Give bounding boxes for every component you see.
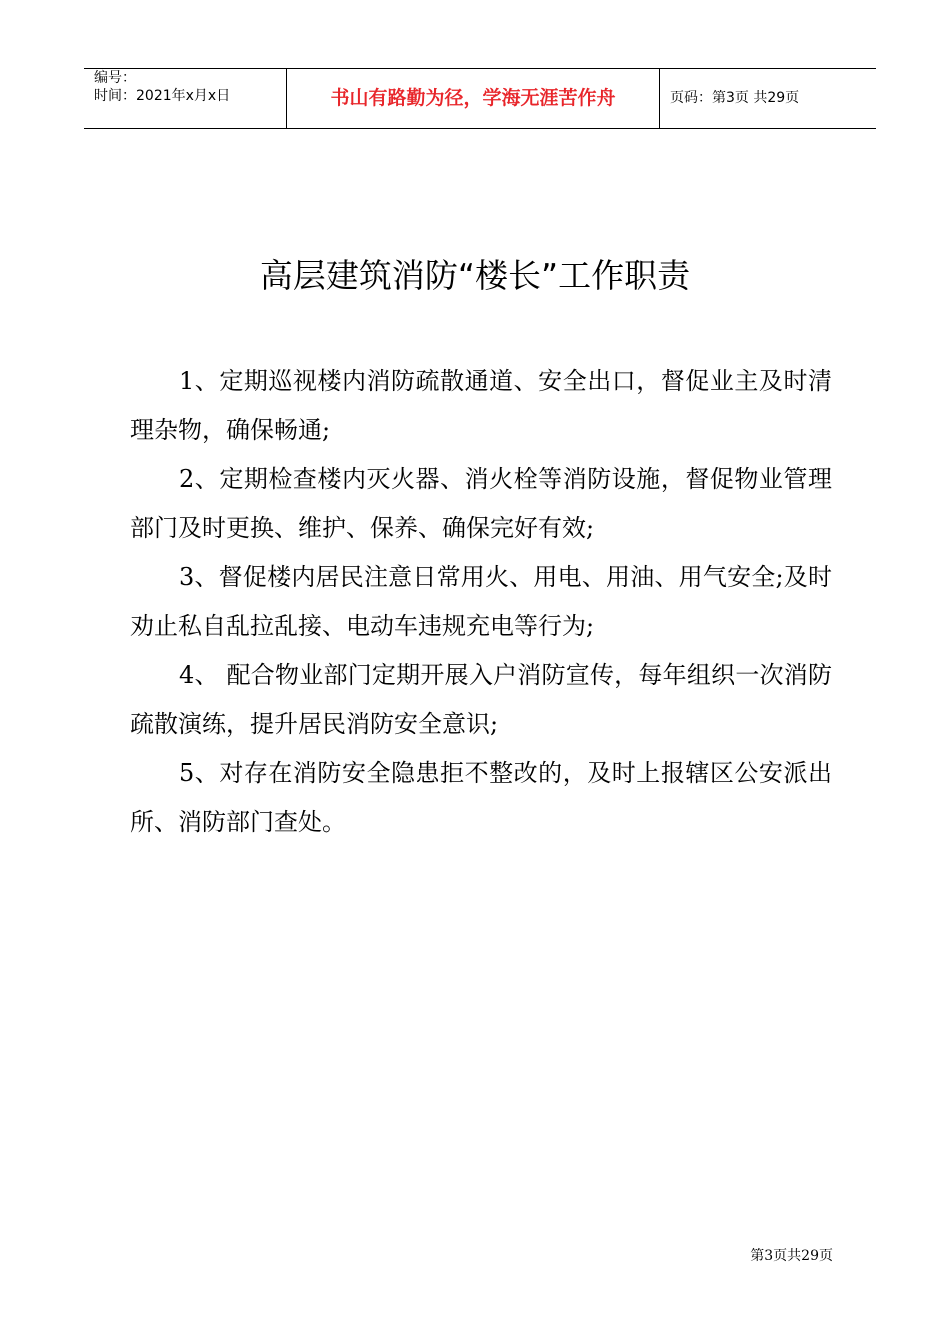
duty-paragraph-2: 2、定期检查楼内灭火器、消火栓等消防设施，督促物业管理部门及时更换、维护、保养、确保完好有效; [130,465,832,542]
document-title: 高层建筑消防“楼长”工作职责 [259,256,691,295]
page-code: 页码：第3页 共29页 [670,90,800,106]
header-page-cell [660,69,876,128]
duty-paragraph-1: 1、定期巡视楼内消防疏散通道、安全出口，督促业主及时清理杂物，确保畅通; [130,367,832,444]
number-label: 编号： [94,70,136,86]
page-footer-indicator: 第3页共29页 [750,1248,833,1264]
duty-paragraph-3: 3、督促楼内居民注意日常用火、用电、用油、用气安全;及时劝止私自乱拉乱接、电动车违规充电等行为; [130,563,832,640]
motto-text: 书山有路勤为径，学海无涯苦作舟 [330,87,616,109]
header-meta-cell [84,69,286,128]
duty-paragraph-4: 4、 配合物业部门定期开展入户消防宣传，每年组织一次消防疏散演练，提升居民消防安全意识; [130,661,832,738]
duty-paragraph-5: 5、对存在消防安全隐患拒不整改的，及时上报辖区公安派出所、消防部门查处。 [130,759,832,836]
header-motto-cell [286,69,660,128]
time-label: 时间：2021年x月x日 [94,88,231,104]
page-header [84,68,876,129]
